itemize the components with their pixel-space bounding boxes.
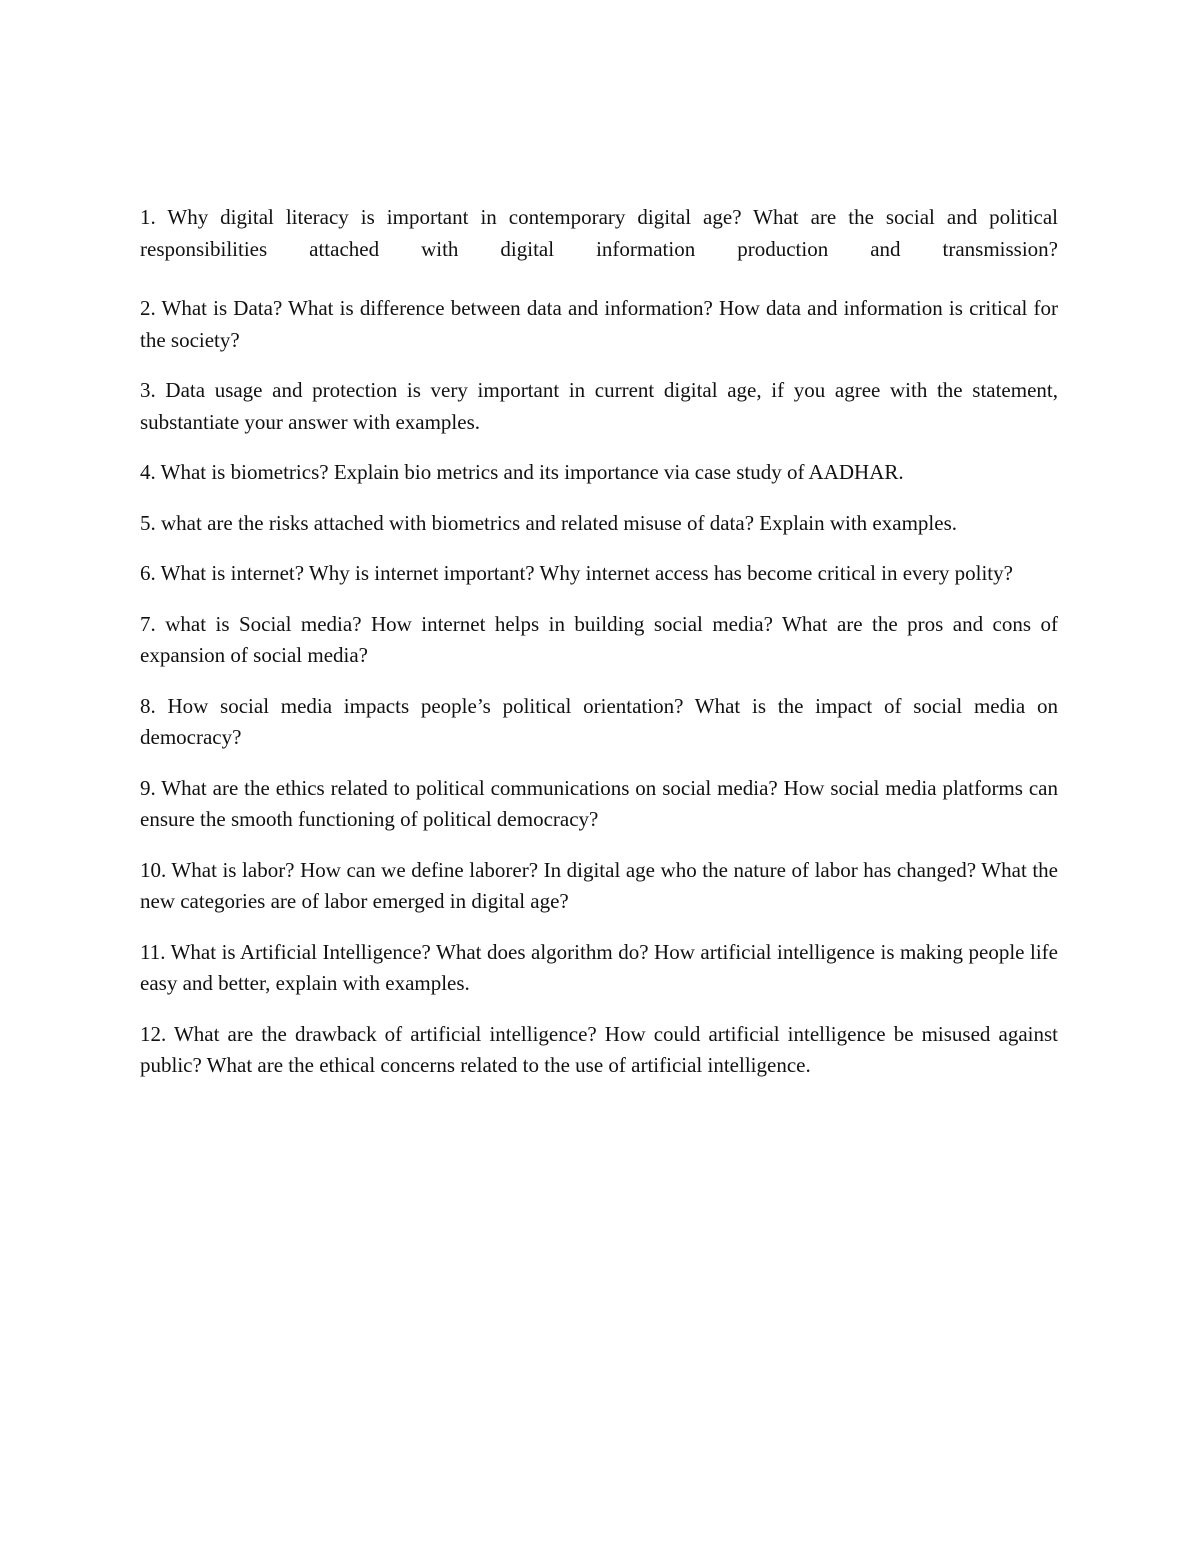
question-list (140, 202, 1058, 1101)
question-item: 6. What is internet? Why is internet important? Why internet access has become critical in every polity? (140, 561, 1013, 585)
question-item: 4. What is biometrics? Explain bio metrics and its importance via case study of AADHAR. (140, 460, 904, 484)
question-item: 9. What are the ethics related to political communications on social media? How social media platforms can ensure the smooth functioning of political democracy? (140, 775, 1058, 831)
question-item: 12. What are the drawback of artificial intelligence? How could artificial intelligence be misused against public? What are the ethical concerns related to the use of artificial intelligence. (140, 1021, 1058, 1077)
question-item: 7. what is Social media? How internet helps in building social media? What are the pros and cons of expansion of social media? (140, 611, 1058, 667)
question-item: 8. How social media impacts people’s political orientation? What is the impact of social media on democracy? (140, 693, 1058, 749)
question-item: 5. what are the risks attached with biometrics and related misuse of data? Explain with examples. (140, 510, 957, 535)
question-item: 1. Why digital literacy is important in contemporary digital age? What are the social and political responsibilities attached with digital information production and transmission? (140, 205, 1058, 261)
question-item: 11. What is Artificial Intelligence? What does algorithm do? How artificial intelligence is making people life easy and better, explain with examples. (140, 939, 1058, 995)
question-item: 10. What is labor? How can we define laborer? In digital age who the nature of labor has changed? What the new categories are of labor emerged in digital age? (140, 857, 1058, 913)
question-item: 3. Data usage and protection is very important in current digital age, if you agree with the statement, substantiate your answer with examples. (140, 378, 1058, 434)
question-item: 2. What is Data? What is difference between data and information? How data and information is critical for the society? (140, 296, 1058, 352)
